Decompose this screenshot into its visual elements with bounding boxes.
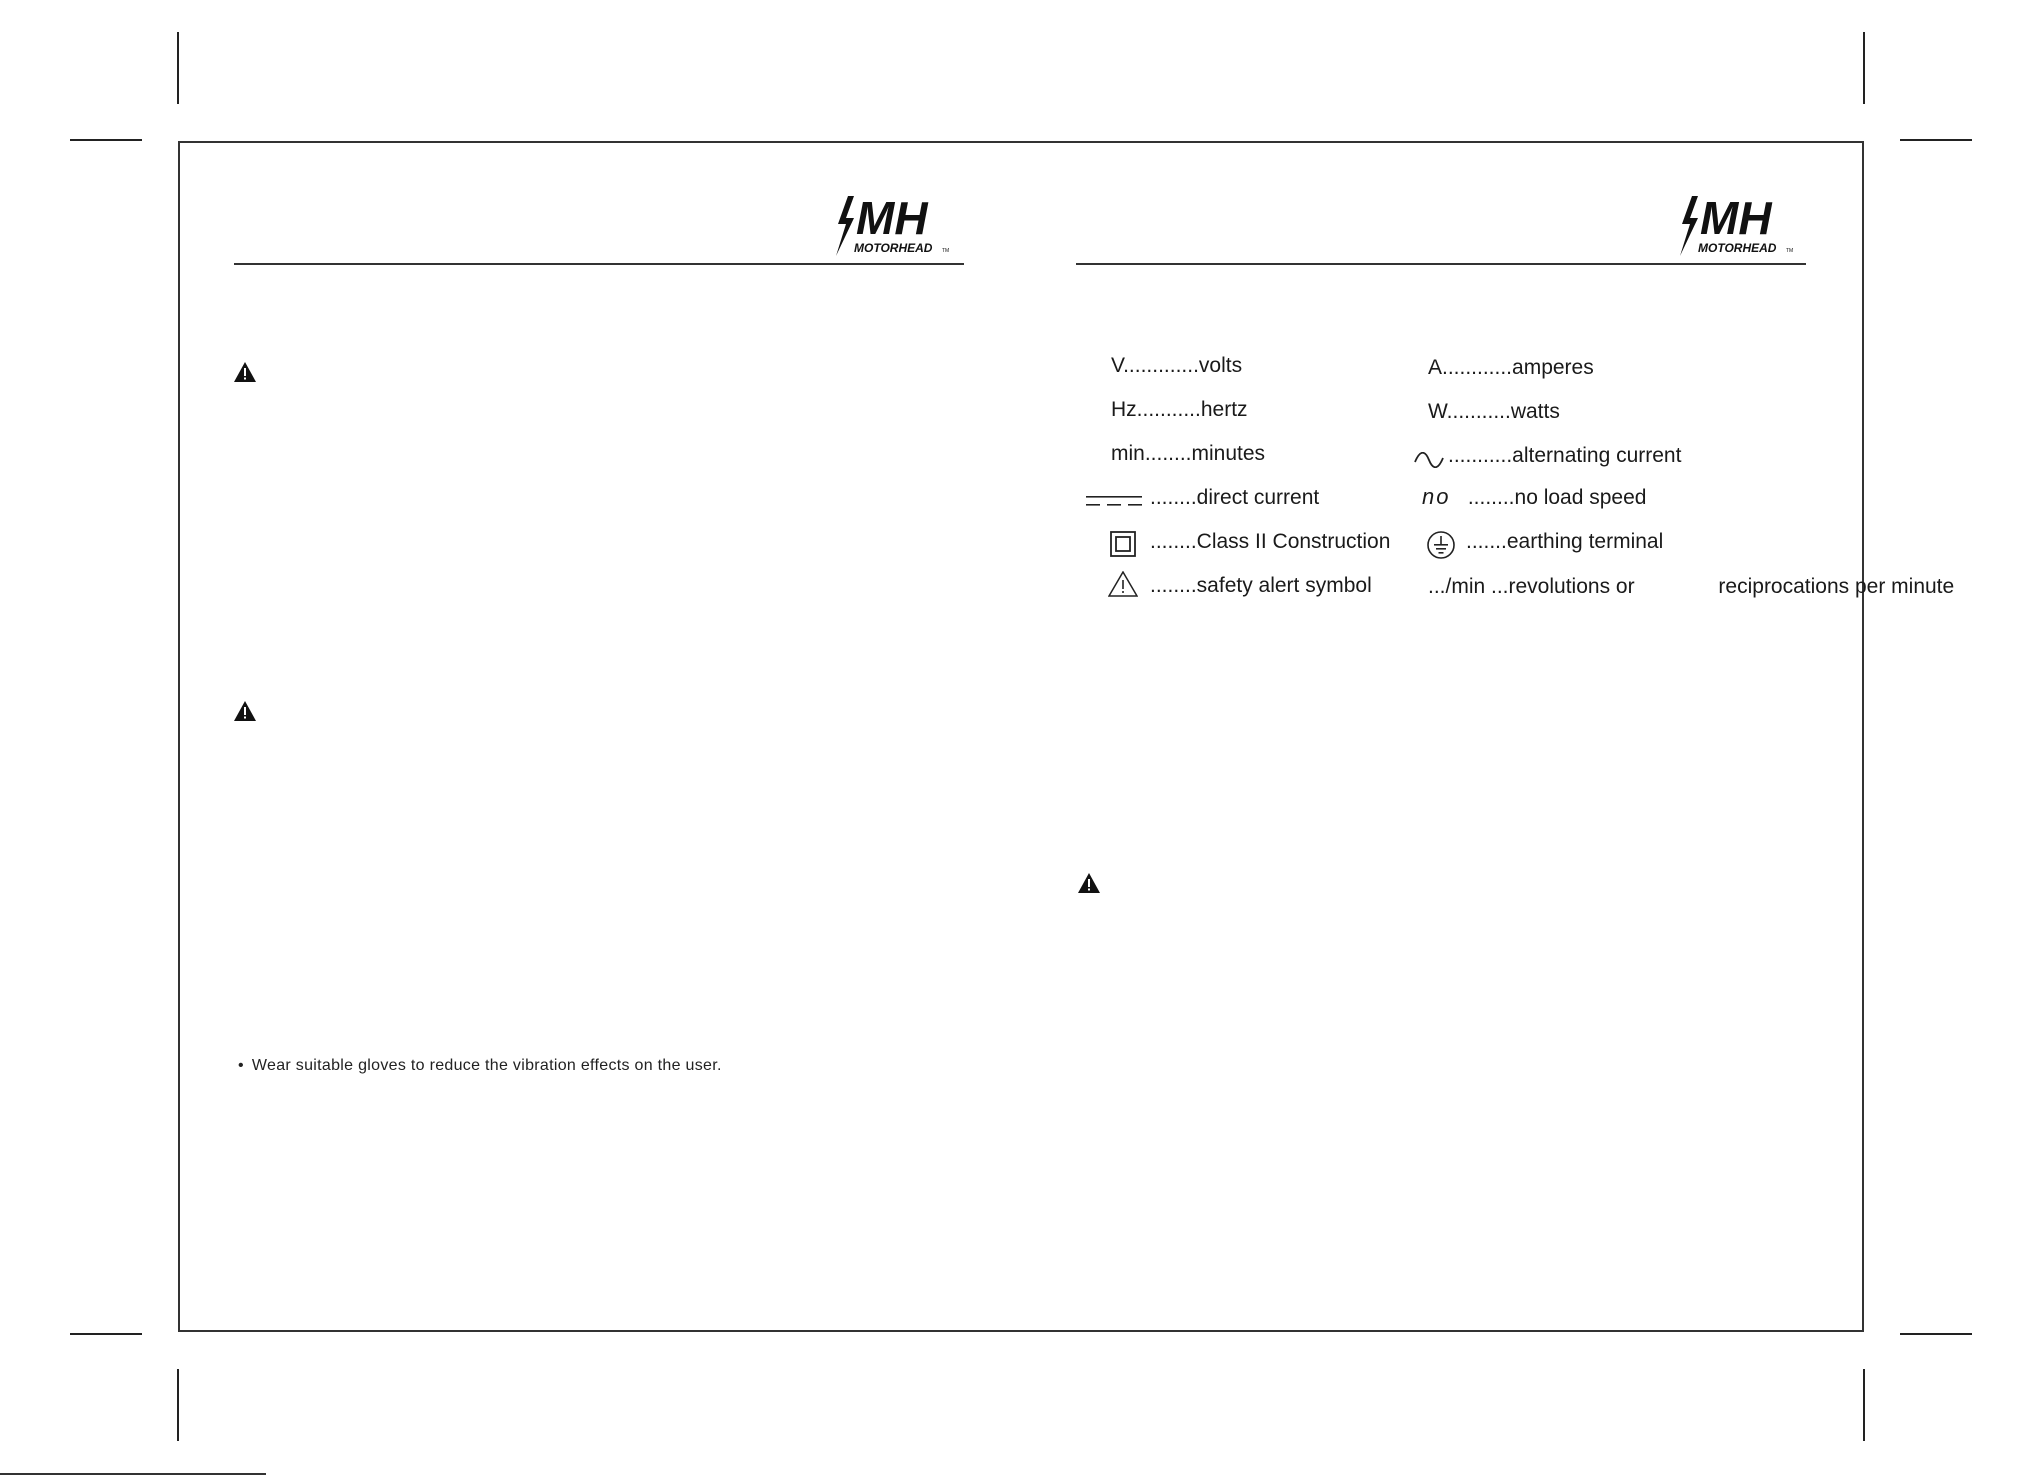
warning-triangle-icon bbox=[234, 701, 256, 721]
legend-item-revolutions: .../min ...revolutions or reciprocations per minute bbox=[1428, 575, 1955, 598]
crop-mark bbox=[177, 1369, 179, 1441]
svg-text:TM: TM bbox=[942, 248, 950, 254]
crop-mark bbox=[1863, 32, 1865, 104]
svg-text:MH: MH bbox=[856, 194, 928, 244]
no-load-speed-symbol: no bbox=[1422, 484, 1451, 509]
header-rule bbox=[234, 263, 964, 265]
crop-mark bbox=[1863, 1369, 1865, 1441]
sine-wave-icon bbox=[1414, 452, 1444, 468]
legend-item-no-load-speed: no ........no load speed bbox=[1422, 484, 1647, 509]
legend-item-revolutions-line2: reciprocations per minute bbox=[1718, 575, 1955, 598]
list-item bbox=[238, 1057, 722, 1075]
legend-item-hertz: Hz...........hertz bbox=[1111, 398, 1248, 421]
earth-ground-icon bbox=[1426, 530, 1456, 560]
crop-mark bbox=[1900, 139, 1972, 141]
legend-item-amperes: A............amperes bbox=[1428, 356, 1594, 379]
crop-mark bbox=[1900, 1333, 1972, 1335]
crop-mark bbox=[177, 32, 179, 104]
dc-lines-icon bbox=[1086, 494, 1142, 508]
svg-text:MOTORHEAD: MOTORHEAD bbox=[854, 241, 933, 255]
legend-item-alternating-current: ...........alternating current bbox=[1448, 444, 1682, 467]
legend-item-volts: V.............volts bbox=[1111, 354, 1243, 377]
page-frame bbox=[178, 141, 1864, 1332]
svg-text:TM: TM bbox=[1786, 248, 1794, 254]
bullet-dot: • bbox=[238, 1057, 244, 1074]
bullet-text: Wear suitable gloves to reduce the vibration effects on the user. bbox=[251, 1057, 722, 1074]
legend-item-watts: W...........watts bbox=[1428, 400, 1560, 423]
legend-item-class-ii: ........Class II Construction bbox=[1150, 530, 1391, 553]
motorhead-logo bbox=[834, 194, 964, 258]
header-rule bbox=[1076, 263, 1806, 265]
legend-item-earthing-terminal: .......earthing terminal bbox=[1466, 530, 1664, 553]
motorhead-logo bbox=[1678, 194, 1808, 258]
legend-item-minutes: min........minutes bbox=[1111, 442, 1266, 465]
svg-text:MH: MH bbox=[1700, 194, 1772, 244]
double-square-icon bbox=[1110, 531, 1136, 557]
crop-mark bbox=[70, 1333, 142, 1335]
warning-triangle-icon bbox=[234, 362, 256, 382]
svg-text:MOTORHEAD: MOTORHEAD bbox=[1698, 241, 1777, 255]
warning-triangle-icon bbox=[1078, 873, 1100, 893]
outline-warning-triangle-icon bbox=[1108, 571, 1138, 597]
legend-item-safety-alert: ........safety alert symbol bbox=[1150, 574, 1372, 597]
crop-mark bbox=[70, 139, 142, 141]
legend-item-direct-current: ........direct current bbox=[1150, 486, 1320, 509]
